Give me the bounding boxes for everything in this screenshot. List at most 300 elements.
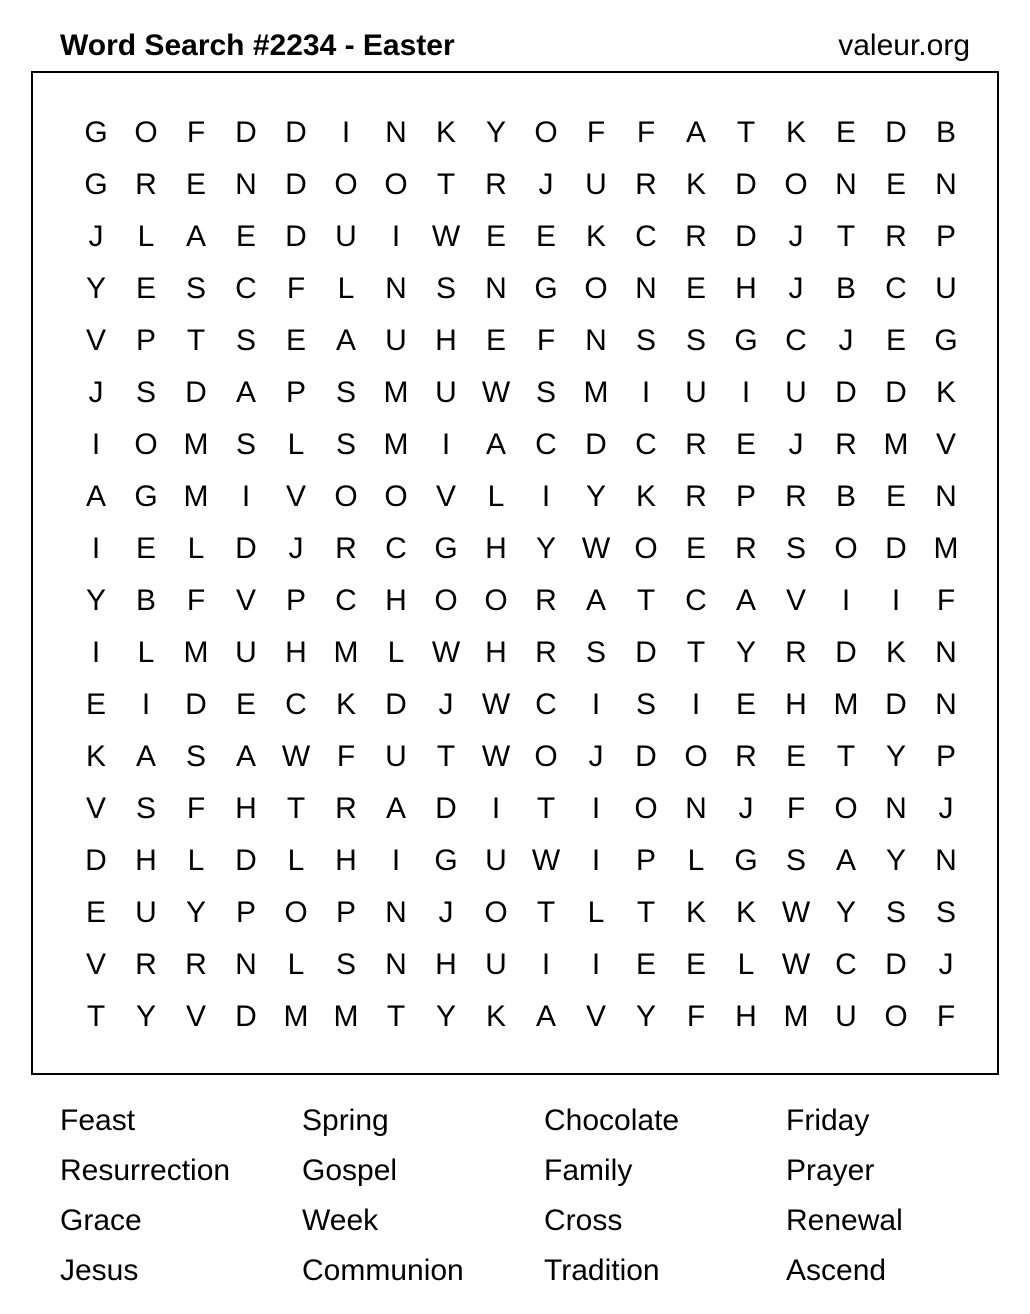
- grid-letter: T: [436, 740, 456, 773]
- grid-letter: A: [685, 116, 706, 149]
- grid-letter: D: [735, 168, 757, 201]
- grid-letter: P: [235, 896, 256, 929]
- grid-letter: I: [91, 636, 101, 669]
- grid-letter: K: [735, 896, 756, 929]
- grid-letter: D: [435, 792, 457, 825]
- grid-letter: E: [135, 532, 156, 565]
- grid-letter: O: [884, 1000, 908, 1033]
- word-list-item: Feast: [60, 1104, 136, 1137]
- grid-letter: L: [737, 948, 755, 981]
- grid-letter: T: [836, 740, 856, 773]
- grid-letter: Y: [835, 896, 856, 929]
- grid-letter: E: [85, 688, 106, 721]
- grid-letter: L: [287, 948, 305, 981]
- grid-letter: L: [137, 636, 155, 669]
- grid-letter: E: [685, 948, 706, 981]
- grid-letter: W: [531, 844, 561, 877]
- word-list-item: Communion: [302, 1254, 464, 1287]
- grid-letter: I: [391, 220, 401, 253]
- grid-letter: A: [385, 792, 406, 825]
- grid-letter: A: [85, 480, 106, 513]
- grid-letter: L: [287, 844, 305, 877]
- grid-letter: L: [687, 844, 705, 877]
- grid-letter: I: [691, 688, 701, 721]
- grid-letter: M: [783, 1000, 809, 1033]
- grid-letter: D: [235, 1000, 257, 1033]
- grid-letter: J: [538, 168, 554, 201]
- grid-letter: A: [735, 584, 756, 617]
- grid-letter: W: [281, 740, 311, 773]
- grid-letter: V: [85, 324, 106, 357]
- grid-letter: T: [836, 220, 856, 253]
- grid-letter: A: [535, 1000, 556, 1033]
- grid-letter: V: [285, 480, 306, 513]
- grid-letter: E: [485, 324, 506, 357]
- grid-letter: S: [335, 948, 356, 981]
- grid-letter: I: [91, 428, 101, 461]
- grid-letter: L: [587, 896, 605, 929]
- grid-letter: N: [835, 168, 857, 201]
- word-list-item: Friday: [786, 1104, 870, 1137]
- grid-letter: G: [134, 480, 158, 513]
- grid-letter: M: [383, 376, 409, 409]
- grid-letter: U: [335, 220, 357, 253]
- grid-letter: K: [585, 220, 606, 253]
- grid-letter: U: [785, 376, 807, 409]
- grid-letter: I: [441, 428, 451, 461]
- grid-letter: G: [434, 532, 458, 565]
- word-list-item: Tradition: [544, 1254, 660, 1287]
- grid-letter: F: [586, 116, 606, 149]
- grid-letter: D: [385, 688, 407, 721]
- grid-letter: T: [536, 792, 556, 825]
- grid-letter: I: [591, 792, 601, 825]
- grid-letter: H: [785, 688, 807, 721]
- word-list-item: Resurrection: [60, 1154, 231, 1187]
- grid-letter: C: [635, 220, 657, 253]
- grid-letter: N: [935, 636, 957, 669]
- grid-letter: U: [485, 948, 507, 981]
- grid-letter: F: [936, 1000, 956, 1033]
- grid-letter: P: [935, 740, 956, 773]
- grid-letter: K: [685, 168, 706, 201]
- grid-letter: L: [287, 428, 305, 461]
- grid-letter: L: [187, 844, 205, 877]
- grid-letter: F: [336, 740, 356, 773]
- grid-letter: N: [385, 272, 407, 305]
- grid-letter: M: [933, 532, 959, 565]
- grid-letter: W: [581, 532, 611, 565]
- grid-letter: M: [583, 376, 609, 409]
- grid-letter: T: [636, 896, 656, 929]
- grid-letter: P: [735, 480, 756, 513]
- word-list-item: Cross: [544, 1204, 623, 1237]
- grid-letter: D: [235, 844, 257, 877]
- grid-letter: L: [387, 636, 405, 669]
- grid-letter: R: [135, 948, 157, 981]
- grid-letter: N: [935, 688, 957, 721]
- grid-letter: O: [484, 584, 508, 617]
- grid-letter: G: [534, 272, 558, 305]
- grid-letter: K: [335, 688, 356, 721]
- grid-letter: I: [241, 480, 251, 513]
- grid-letter: Y: [485, 116, 506, 149]
- grid-letter: S: [935, 896, 956, 929]
- word-list-item: Jesus: [60, 1254, 139, 1287]
- grid-letter: N: [635, 272, 657, 305]
- grid-letter: E: [735, 688, 756, 721]
- grid-letter: G: [934, 324, 958, 357]
- grid-letter: B: [935, 116, 956, 149]
- grid-letter: C: [385, 532, 407, 565]
- grid-letter: E: [135, 272, 156, 305]
- grid-letter: O: [334, 168, 358, 201]
- grid-letter: T: [686, 636, 706, 669]
- word-list: [60, 1096, 1030, 1296]
- grid-letter: E: [485, 220, 506, 253]
- grid-letter: A: [335, 324, 356, 357]
- grid-letter: K: [635, 480, 656, 513]
- grid-letter: E: [885, 324, 906, 357]
- grid-letter: M: [333, 636, 359, 669]
- grid-letter: I: [741, 376, 751, 409]
- grid-letter: C: [885, 272, 907, 305]
- grid-letter: Y: [885, 844, 906, 877]
- grid-letter: J: [88, 220, 104, 253]
- grid-letter: B: [835, 480, 856, 513]
- grid-letter: U: [935, 272, 957, 305]
- grid-letter: I: [391, 844, 401, 877]
- grid-letter: O: [384, 168, 408, 201]
- grid-letter: G: [84, 168, 108, 201]
- grid-letter: S: [885, 896, 906, 929]
- grid-letter: I: [841, 584, 851, 617]
- grid-letter: R: [885, 220, 907, 253]
- grid-letter: S: [785, 532, 806, 565]
- grid-letter: W: [781, 948, 811, 981]
- letter-grid: [71, 107, 971, 1043]
- grid-letter: W: [481, 740, 511, 773]
- grid-letter: R: [135, 168, 157, 201]
- grid-letter: O: [634, 792, 658, 825]
- grid-letter: P: [335, 896, 356, 929]
- grid-letter: R: [185, 948, 207, 981]
- grid-letter: I: [491, 792, 501, 825]
- grid-letter: I: [891, 584, 901, 617]
- grid-letter: A: [585, 584, 606, 617]
- grid-letter: C: [285, 688, 307, 721]
- grid-letter: M: [183, 480, 209, 513]
- grid-letter: U: [585, 168, 607, 201]
- grid-letter: M: [833, 688, 859, 721]
- grid-letter: O: [684, 740, 708, 773]
- grid-letter: V: [185, 1000, 206, 1033]
- grid-letter: R: [635, 168, 657, 201]
- grid-letter: H: [335, 844, 357, 877]
- grid-letter: E: [635, 948, 656, 981]
- grid-letter: O: [534, 116, 558, 149]
- grid-letter: O: [284, 896, 308, 929]
- grid-letter: W: [781, 896, 811, 929]
- grid-letter: E: [535, 220, 556, 253]
- grid-letter: P: [285, 584, 306, 617]
- grid-letter: M: [183, 428, 209, 461]
- grid-letter: S: [685, 324, 706, 357]
- grid-letter: T: [286, 792, 306, 825]
- grid-letter: R: [685, 428, 707, 461]
- grid-letter: F: [536, 324, 556, 357]
- grid-letter: D: [235, 532, 257, 565]
- grid-letter: S: [235, 428, 256, 461]
- grid-letter: T: [736, 116, 756, 149]
- grid-letter: J: [838, 324, 854, 357]
- grid-letter: G: [734, 324, 758, 357]
- grid-letter: E: [685, 532, 706, 565]
- grid-letter: B: [135, 584, 156, 617]
- grid-letter: E: [235, 688, 256, 721]
- grid-letter: J: [788, 428, 804, 461]
- grid-letter: N: [385, 948, 407, 981]
- grid-letter: H: [735, 1000, 757, 1033]
- grid-letter: R: [735, 532, 757, 565]
- grid-letter: N: [935, 844, 957, 877]
- grid-letter: A: [485, 428, 506, 461]
- grid-letter: M: [333, 1000, 359, 1033]
- grid-letter: K: [785, 116, 806, 149]
- grid-letter: K: [435, 116, 456, 149]
- grid-letter: F: [286, 272, 306, 305]
- grid-letter: O: [834, 532, 858, 565]
- grid-letter: N: [685, 792, 707, 825]
- grid-letter: A: [835, 844, 856, 877]
- grid-letter: Y: [135, 1000, 156, 1033]
- grid-letter: J: [788, 272, 804, 305]
- grid-letter: R: [485, 168, 507, 201]
- grid-letter: R: [835, 428, 857, 461]
- grid-letter: O: [134, 428, 158, 461]
- grid-letter: C: [535, 688, 557, 721]
- grid-letter: Y: [635, 1000, 656, 1033]
- grid-letter: O: [384, 480, 408, 513]
- grid-letter: I: [341, 116, 351, 149]
- grid-letter: Y: [585, 480, 606, 513]
- grid-letter: N: [585, 324, 607, 357]
- grid-letter: D: [285, 168, 307, 201]
- grid-letter: E: [285, 324, 306, 357]
- grid-letter: I: [591, 948, 601, 981]
- grid-letter: A: [135, 740, 156, 773]
- grid-letter: P: [935, 220, 956, 253]
- grid-letter: L: [487, 480, 505, 513]
- grid-letter: H: [485, 636, 507, 669]
- grid-letter: H: [385, 584, 407, 617]
- grid-letter: H: [435, 324, 457, 357]
- grid-letter: J: [788, 220, 804, 253]
- grid-letter: R: [685, 480, 707, 513]
- grid-letter: A: [185, 220, 206, 253]
- grid-letter: T: [186, 324, 206, 357]
- grid-letter: E: [885, 480, 906, 513]
- grid-letter: S: [135, 792, 156, 825]
- grid-letter: H: [235, 792, 257, 825]
- grid-letter: M: [183, 636, 209, 669]
- grid-letter: S: [635, 688, 656, 721]
- grid-letter: W: [481, 688, 511, 721]
- grid-letter: O: [834, 792, 858, 825]
- grid-letter: S: [585, 636, 606, 669]
- grid-letter: L: [337, 272, 355, 305]
- grid-letter: N: [935, 480, 957, 513]
- grid-letter: S: [785, 844, 806, 877]
- grid-letter: J: [438, 688, 454, 721]
- grid-letter: U: [435, 376, 457, 409]
- grid-letter: D: [285, 220, 307, 253]
- word-list-item: Chocolate: [544, 1104, 680, 1137]
- grid-letter: U: [835, 1000, 857, 1033]
- grid-letter: O: [434, 584, 458, 617]
- word-list-item: Family: [544, 1154, 633, 1187]
- grid-letter: J: [938, 948, 954, 981]
- grid-letter: O: [784, 168, 808, 201]
- grid-letter: H: [435, 948, 457, 981]
- grid-letter: O: [534, 740, 558, 773]
- grid-letter: U: [235, 636, 257, 669]
- grid-letter: Y: [185, 896, 206, 929]
- grid-letter: U: [135, 896, 157, 929]
- grid-letter: D: [185, 688, 207, 721]
- grid-letter: G: [84, 116, 108, 149]
- grid-letter: K: [885, 636, 906, 669]
- grid-letter: L: [187, 532, 205, 565]
- grid-letter: Y: [885, 740, 906, 773]
- grid-letter: N: [935, 168, 957, 201]
- word-list-item: Week: [302, 1204, 379, 1237]
- grid-letter: P: [135, 324, 156, 357]
- grid-letter: I: [91, 532, 101, 565]
- grid-letter: O: [484, 896, 508, 929]
- grid-letter: P: [285, 376, 306, 409]
- grid-letter: E: [85, 896, 106, 929]
- grid-letter: H: [285, 636, 307, 669]
- grid-letter: S: [435, 272, 456, 305]
- grid-letter: H: [135, 844, 157, 877]
- word-list-item: Renewal: [786, 1204, 903, 1237]
- grid-letter: J: [88, 376, 104, 409]
- grid-letter: D: [635, 740, 657, 773]
- grid-letter: S: [335, 428, 356, 461]
- grid-letter: R: [785, 480, 807, 513]
- grid-letter: I: [641, 376, 651, 409]
- grid-letter: R: [785, 636, 807, 669]
- grid-letter: N: [485, 272, 507, 305]
- grid-letter: D: [185, 376, 207, 409]
- grid-letter: J: [738, 792, 754, 825]
- grid-letter: D: [235, 116, 257, 149]
- word-list-item: Grace: [60, 1204, 142, 1237]
- grid-letter: D: [835, 376, 857, 409]
- grid-letter: D: [285, 116, 307, 149]
- grid-letter: R: [335, 792, 357, 825]
- grid-letter: W: [481, 376, 511, 409]
- grid-letter: S: [235, 324, 256, 357]
- grid-letter: C: [785, 324, 807, 357]
- word-list-item: Gospel: [302, 1154, 398, 1187]
- grid-letter: R: [535, 584, 557, 617]
- word-list-item: Spring: [302, 1104, 389, 1137]
- grid-letter: I: [541, 948, 551, 981]
- grid-letter: C: [835, 948, 857, 981]
- grid-letter: E: [685, 272, 706, 305]
- grid-letter: W: [431, 636, 461, 669]
- grid-letter: F: [186, 792, 206, 825]
- grid-letter: H: [485, 532, 507, 565]
- grid-letter: K: [485, 1000, 506, 1033]
- grid-letter: J: [288, 532, 304, 565]
- grid-letter: V: [585, 1000, 606, 1033]
- grid-letter: E: [235, 220, 256, 253]
- grid-letter: G: [734, 844, 758, 877]
- grid-letter: V: [85, 792, 106, 825]
- grid-letter: N: [385, 116, 407, 149]
- grid-letter: D: [635, 636, 657, 669]
- grid-letter: I: [541, 480, 551, 513]
- puzzle-grid-frame: [31, 71, 999, 1075]
- grid-letter: K: [685, 896, 706, 929]
- grid-letter: K: [85, 740, 106, 773]
- grid-letter: D: [735, 220, 757, 253]
- grid-letter: O: [634, 532, 658, 565]
- grid-letter: N: [885, 792, 907, 825]
- grid-letter: S: [135, 376, 156, 409]
- grid-letter: F: [186, 584, 206, 617]
- grid-letter: U: [385, 740, 407, 773]
- grid-letter: D: [885, 116, 907, 149]
- grid-letter: D: [885, 376, 907, 409]
- grid-letter: C: [635, 428, 657, 461]
- grid-letter: V: [935, 428, 956, 461]
- grid-letter: D: [885, 948, 907, 981]
- grid-letter: S: [635, 324, 656, 357]
- grid-letter: S: [185, 272, 206, 305]
- grid-letter: I: [141, 688, 151, 721]
- grid-letter: Y: [85, 584, 106, 617]
- grid-letter: N: [235, 948, 257, 981]
- grid-letter: V: [85, 948, 106, 981]
- grid-letter: R: [735, 740, 757, 773]
- grid-letter: D: [835, 636, 857, 669]
- grid-letter: P: [635, 844, 656, 877]
- grid-letter: S: [535, 376, 556, 409]
- grid-letter: R: [335, 532, 357, 565]
- grid-letter: R: [685, 220, 707, 253]
- grid-letter: O: [334, 480, 358, 513]
- grid-letter: M: [883, 428, 909, 461]
- grid-letter: M: [383, 428, 409, 461]
- grid-letter: V: [435, 480, 456, 513]
- word-list-item: Ascend: [786, 1254, 887, 1287]
- grid-letter: L: [137, 220, 155, 253]
- grid-letter: Y: [85, 272, 106, 305]
- grid-letter: V: [785, 584, 806, 617]
- grid-letter: F: [686, 1000, 706, 1033]
- grid-letter: S: [335, 376, 356, 409]
- grid-letter: D: [885, 688, 907, 721]
- grid-letter: A: [235, 740, 256, 773]
- grid-letter: Y: [535, 532, 556, 565]
- grid-letter: W: [431, 220, 461, 253]
- grid-letter: R: [535, 636, 557, 669]
- grid-letter: E: [785, 740, 806, 773]
